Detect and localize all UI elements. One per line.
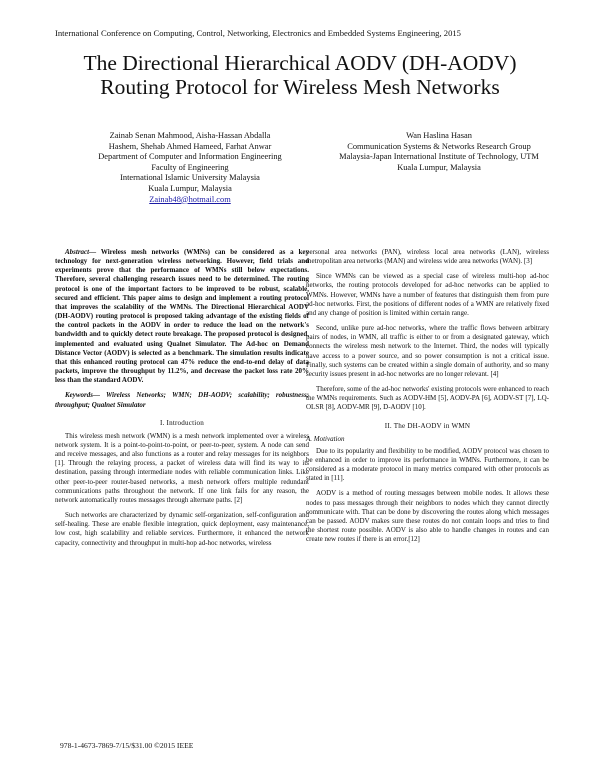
section-heading-dh-aodv: II. The DH-AODV in WMN [384,421,471,430]
author-group: Communication Systems & Networks Research Group [347,141,531,151]
author-department: Department of Computer and Information Engineering [98,152,282,162]
author-name: Wan Haslina Hasan [406,131,472,140]
author-email-link[interactable]: Zainab48@hotmail.com [149,194,231,204]
right-paragraph-0: personal area networks (PAN), wireless local area networks (LAN), wireless metropolitan area networks (MAN) and wireless wide area networks (WAN). [3] [306,248,549,266]
abstract-label: Abstract— [65,248,97,256]
section-heading-introduction: I. Introduction [160,418,204,427]
author-institute: Malaysia-Japan International Institute of Technology, UTM [339,152,539,162]
abstract-text: Wireless mesh networks (WMNs) can be considered as a key technology for next-generation wireless networking. However, field trials and experiments prove that the performance of WMNs still below expectations. Therefore, several challenging research issues need to be determined. The routing protocol is one of the important factors to be improved to be robust, scalable, secured and efficient. This paper aims to design and implement a routing protocol that improves the scalability of the WMNs. The Directional Hierarchical AODV (DH-AODV) routing protocol is proposed taking advantage of the existing fields of the control packets in the AODV in order to reduce the load on the network's bandwidth and to quickly detect route breakage. The proposed protocol is designed, implemented and evaluated using Qualnet Simulator. The Ad-hoc on Demand Distance Vector (AODV) is selected as a benchmark. The simulation results indicate that this enhanced routing protocol can 47% reduce the end-to-end delay of data packets, improve the throughput by 11.2%, and decrease the packet loss rate 20% less than the standard AODV. [55,248,309,385]
author-faculty: Faculty of Engineering [151,162,229,172]
intro-paragraph-2: Such networks are characterized by dynamic self-organization, self-configuration and self-healing. These are enable flexible integration, quick deployment, easy maintenance, low cost, high scalability and reliable services. Furthermore, it enhanced the network capacity, connectivity and throughput in multi-hop ad-hoc networks, wireless [55,511,309,547]
author-university: International Islamic University Malaysia [120,173,260,183]
author-city: Kuala Lumpur, Malaysia [148,183,232,193]
conference-header: International Conference on Computing, Control, Networking, Electronics and Embedded Systems Engineering, 2015 [55,28,461,38]
abstract [55,248,309,385]
right-column [306,248,549,544]
author-block-left [55,131,325,205]
author-names-2: Hashem, Shehab Ahmed Hameed, Farhat Anwar [108,141,272,151]
subsection-heading-motivation: A. Motivation [306,434,345,443]
right-paragraph-5: AODV is a method of routing messages between mobile nodes. It allows these nodes to pass messages through their neighbors to nodes which they cannot directly communicate with. That can be done by discovering the routes along which messages can be passed. AODV makes sure these routes do not contain loops and tries to find the shortest route possible. AODV is also able to handle changes in routes and can create new routes if there is an error.[12] [306,489,549,544]
keywords [55,391,309,409]
author-names-1: Zainab Senan Mahmood, Aisha-Hassan Abdalla [109,131,271,140]
author-city: Kuala Lumpur, Malaysia [397,162,481,172]
keywords-text: Wireless Networks; WMN; DH-AODV; scalability; robustness; throughput; Qualnet Simulator [55,391,309,409]
right-paragraph-3: Therefore, some of the ad-hoc networks' existing protocols were enhanced to reach the WMNs requirements. Such as AODV-HM [5], AODV-PA [6], AODV-ST [7], LQ-OLSR [8], AODV-MR [9], D-AODV [10]. [306,385,549,412]
copyright-footer: 978-1-4673-7869-7/15/$31.00 ©2015 IEEE [60,741,194,750]
title-line-1: The Directional Hierarchical AODV (DH-AODV) [83,51,517,75]
keywords-label: Keywords— [65,391,100,400]
author-block-right [330,131,548,173]
title-line-2: Routing Protocol for Wireless Mesh Networks [100,75,500,99]
right-paragraph-1: Since WMNs can be viewed as a special case of wireless multi-hop ad-hoc networks, the routing protocols developed for ad-hoc networks can be applied to WMNs. However, WMNs have a number of features that distinguish them from pure ad-hoc networks. First, the positions of different nodes of a WMN are relatively fixed and any change of position is limited within certain range. [306,272,549,317]
intro-paragraph-1: This wireless mesh network (WMN) is a mesh network implemented over a wireless network system. It is a point-to-point-to-point, or peer-to-peer, system. A node can send and receive messages, and also functions as a router and relay messages for its neighbors [1]. Through the relaying process, a packet of wireless data will find its way to its destination, passing through intermediate nodes with reliable communication links. Like other peer-to-peer router-based networks, a mesh network offers multiple redundant communications paths throughout the network. If one link fails for any reason, the network automatically routes messages through alternate paths. [2] [55,431,309,504]
paper-title [0,51,600,99]
right-paragraph-4: Due to its popularity and flexibility to be modified, AODV protocol was chosen to be enhanced in order to improve its performance in WMNs. Furthermore, it can be considered as a moderate protocol in many metrics compared with other protocols as stated in [11]. [306,446,549,483]
right-paragraph-2: Second, unlike pure ad-hoc networks, where the traffic flows between arbitrary pairs of nodes, in WMN, all traffic is either to or from a designated gateway, which connects the wireless mesh network to the Internet. Third, the nodes will typically have access to a power source, and so power consumption is not a critical issue. Finally, such systems can be created within a single domain of authority, and so many security issues present in ad-hoc networks are no longer relevant. [4] [306,324,549,378]
left-column [55,248,309,548]
